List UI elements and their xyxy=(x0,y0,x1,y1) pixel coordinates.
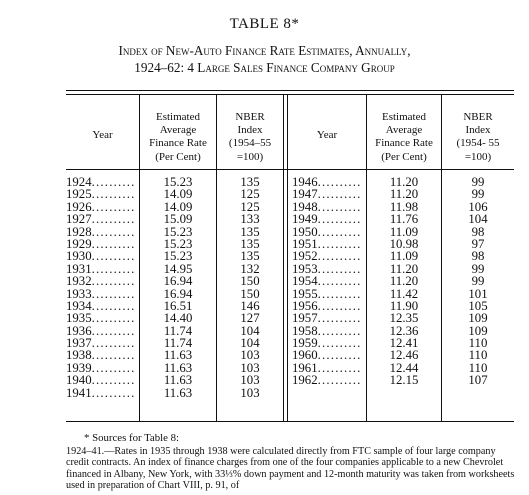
dot-leader: . . . . . . . . . . xyxy=(317,299,360,313)
dot-leader: . . . . . . . . . . xyxy=(317,200,360,214)
table-cell: 1955. . . . . . . . . . xyxy=(292,287,360,300)
dot-leader: . . . . . . . . . . xyxy=(317,225,360,238)
header-rule xyxy=(66,169,514,170)
top-rule-2 xyxy=(66,94,514,95)
table-cell: 1958. . . . . . . . . . xyxy=(292,324,360,338)
table-cell: 1952. . . . . . . . . . xyxy=(292,250,360,263)
table-cell: 106 xyxy=(468,199,488,214)
dot-leader: . . . . . . . . . . xyxy=(317,287,360,300)
table-cell: 1962. . . . . . . . . . xyxy=(292,374,360,387)
table-cell: 99 xyxy=(471,187,485,202)
table-cell: 12.15 xyxy=(389,373,419,388)
dot-leader: . . . . . . . . . . xyxy=(91,386,134,400)
table-cell: 103 xyxy=(240,348,260,363)
left-index-column xyxy=(217,176,283,399)
table-cell: 15.23 xyxy=(163,175,193,189)
table-cell: 135 xyxy=(240,224,260,239)
table-cell: 1957. . . . . . . . . . xyxy=(292,312,360,325)
table-cell: 110 xyxy=(468,348,488,363)
table-cell: 127 xyxy=(240,311,260,326)
table-cell: 1947. . . . . . . . . . xyxy=(292,188,360,201)
table-cell: 135 xyxy=(240,249,260,264)
table-cell: 103 xyxy=(240,385,260,400)
table-cell: 146 xyxy=(240,298,260,313)
table-cell: 1956. . . . . . . . . . xyxy=(292,299,360,313)
table-cell: 1950. . . . . . . . . . xyxy=(292,225,360,238)
table-cell: 135 xyxy=(240,175,260,189)
table-cell: 103 xyxy=(240,360,260,375)
table-cell: 16.94 xyxy=(163,286,193,301)
center-divider xyxy=(283,95,284,421)
dot-leader: . . . . . . . . . . xyxy=(317,349,360,362)
table-cell: 1959. . . . . . . . . . xyxy=(292,337,360,350)
table-subtitle xyxy=(0,42,529,76)
table-cell: 150 xyxy=(240,286,260,301)
table-cell: 11.20 xyxy=(389,274,419,289)
table-cell: 11.09 xyxy=(389,224,419,239)
bottom-rule xyxy=(66,421,514,422)
table-cell: 1924. . . . . . . . . . xyxy=(66,176,134,189)
table-cell: 11.63 xyxy=(163,348,193,363)
table-cell: 135 xyxy=(240,236,260,251)
subtitle-line-1: Index of New-Auto Finance Rate Estimates, Annually, xyxy=(118,43,411,58)
table-cell: 1928. . . . . . . . . . xyxy=(66,225,134,238)
right-year-column xyxy=(292,176,366,387)
left-rate-column xyxy=(140,176,216,399)
table-cell: 15.23 xyxy=(163,249,193,264)
subtitle-line-2: 1924–62: 4 Large Sales Finance Company Group xyxy=(134,60,395,75)
dot-leader: . . . . . . . . . . xyxy=(317,213,360,226)
table-cell: 101 xyxy=(468,286,488,301)
dot-leader: . . . . . . . . . . xyxy=(317,361,360,375)
table-cell: 15.23 xyxy=(163,236,193,251)
table-cell: 125 xyxy=(240,199,260,214)
table-cell: 132 xyxy=(240,261,260,276)
table-cell: 109 xyxy=(468,323,488,338)
table-cell: 11.09 xyxy=(389,249,419,264)
table-cell: 11.20 xyxy=(389,187,419,202)
table-cell: 11.76 xyxy=(389,212,419,227)
dot-leader: . . . . . . . . . . xyxy=(317,374,360,387)
table-cell: 1949. . . . . . . . . . xyxy=(292,213,360,226)
dot-leader: . . . . . . . . . . xyxy=(91,337,134,350)
table-cell: 110 xyxy=(468,336,488,351)
table-cell: 1954. . . . . . . . . . xyxy=(292,275,360,288)
table-cell: 104 xyxy=(240,323,260,338)
table-cell: 1927. . . . . . . . . . xyxy=(66,213,134,226)
dot-leader: . . . . . . . . . . xyxy=(317,250,360,263)
table-cell: 14.09 xyxy=(163,199,193,214)
table-cell: 1929. . . . . . . . . . xyxy=(66,237,134,251)
table-cell: 1932. . . . . . . . . . xyxy=(66,275,134,288)
footnote-heading: * Sources for Table 8: xyxy=(84,432,179,444)
table-cell: 16.94 xyxy=(163,274,193,289)
left-year-column xyxy=(66,176,139,399)
table-cell: 1935. . . . . . . . . . xyxy=(66,312,134,325)
center-divider-2 xyxy=(287,95,288,421)
dot-leader: . . . . . . . . . . xyxy=(317,337,360,350)
table-cell: 12.46 xyxy=(389,348,419,363)
table-cell: 11.63 xyxy=(163,385,193,400)
table-cell: 1961. . . . . . . . . . xyxy=(292,361,360,375)
table-cell: 110 xyxy=(468,360,488,375)
table-cell: 11.20 xyxy=(389,261,419,276)
table-cell: 1926. . . . . . . . . . xyxy=(66,200,134,214)
table-cell: 1938. . . . . . . . . . xyxy=(66,349,134,362)
table-cell: 15.09 xyxy=(163,212,193,227)
table-title: TABLE 8* xyxy=(229,16,300,32)
table-cell: 12.44 xyxy=(389,360,419,375)
dot-leader: . . . . . . . . . . xyxy=(317,188,360,201)
table-cell: 11.90 xyxy=(389,298,419,313)
table-cell: 125 xyxy=(240,187,260,202)
table-cell: 15.23 xyxy=(163,224,193,239)
table-cell: 1933. . . . . . . . . . xyxy=(66,287,134,300)
dot-leader: . . . . . . . . . . xyxy=(91,349,134,362)
header-index-left: NBER Index (1954–55 =100) xyxy=(228,111,272,163)
table-cell: 1951. . . . . . . . . . xyxy=(292,237,360,251)
table-cell: 1941. . . . . . . . . . xyxy=(66,386,134,400)
table-cell: 1946. . . . . . . . . . xyxy=(292,176,360,189)
table-cell: 98 xyxy=(471,249,485,264)
dot-leader: . . . . . . . . . . xyxy=(317,312,360,325)
dot-leader: . . . . . . . . . . xyxy=(91,374,134,387)
right-index-column xyxy=(442,176,514,387)
dot-leader: . . . . . . . . . . xyxy=(91,262,134,276)
table-cell: 104 xyxy=(468,212,488,227)
table-cell: 11.20 xyxy=(389,175,419,189)
header-year-right: Year xyxy=(316,129,338,141)
dot-leader: . . . . . . . . . . xyxy=(91,188,134,201)
table-cell: 11.98 xyxy=(389,199,419,214)
dot-leader: . . . . . . . . . . xyxy=(91,225,134,238)
top-rule xyxy=(66,90,514,91)
dot-leader: . . . . . . . . . . xyxy=(317,324,360,338)
header-rate-right: Estimated Average Finance Rate (Per Cent) xyxy=(375,111,433,163)
table-cell: 99 xyxy=(471,175,485,189)
table-cell: 1931. . . . . . . . . . xyxy=(66,262,134,276)
right-rate-column xyxy=(367,176,441,387)
table-cell: 11.63 xyxy=(163,373,193,388)
table-cell: 14.95 xyxy=(163,261,193,276)
table-cell: 14.09 xyxy=(163,187,193,202)
table-cell: 1937. . . . . . . . . . xyxy=(66,337,134,350)
table-cell: 12.41 xyxy=(389,336,419,351)
table-cell: 99 xyxy=(471,274,485,289)
table-cell: 109 xyxy=(468,311,488,326)
table-cell: 16.51 xyxy=(163,298,193,313)
header-index-right: NBER Index (1954- 55 =100) xyxy=(456,111,500,163)
table-cell: 1934. . . . . . . . . . xyxy=(66,299,134,313)
table-cell: 1930. . . . . . . . . . xyxy=(66,250,134,263)
table-cell: 1948. . . . . . . . . . xyxy=(292,200,360,214)
dot-leader: . . . . . . . . . . xyxy=(91,213,134,226)
dot-leader: . . . . . . . . . . xyxy=(91,275,134,288)
table-cell: 14.40 xyxy=(163,311,193,326)
header-rate-left: Estimated Average Finance Rate (Per Cent) xyxy=(149,111,207,163)
dot-leader: . . . . . . . . . . xyxy=(317,237,360,251)
table-cell: 133 xyxy=(240,212,260,227)
table-cell: 10.98 xyxy=(389,236,419,251)
dot-leader: . . . . . . . . . . xyxy=(91,287,134,300)
table-cell: 1940. . . . . . . . . . xyxy=(66,374,134,387)
table-cell: 1936. . . . . . . . . . xyxy=(66,324,134,338)
dot-leader: . . . . . . . . . . xyxy=(91,237,134,251)
table-cell: 150 xyxy=(240,274,260,289)
dot-leader: . . . . . . . . . . xyxy=(91,200,134,214)
table-cell: 1953. . . . . . . . . . xyxy=(292,262,360,276)
table-cell: 103 xyxy=(240,373,260,388)
table-cell: 11.63 xyxy=(163,360,193,375)
table-cell: 104 xyxy=(240,336,260,351)
table-cell: 1925. . . . . . . . . . xyxy=(66,188,134,201)
table-cell: 98 xyxy=(471,224,485,239)
dot-leader: . . . . . . . . . . xyxy=(317,275,360,288)
table-cell: 1960. . . . . . . . . . xyxy=(292,349,360,362)
dot-leader: . . . . . . . . . . xyxy=(91,299,134,313)
table-cell: 1939. . . . . . . . . . xyxy=(66,361,134,375)
header-year-left: Year xyxy=(92,129,113,141)
dot-leader: . . . . . . . . . . xyxy=(91,324,134,338)
table-cell: 12.35 xyxy=(389,311,419,326)
dot-leader: . . . . . . . . . . xyxy=(317,176,360,189)
dot-leader: . . . . . . . . . . xyxy=(91,361,134,375)
dot-leader: . . . . . . . . . . xyxy=(317,262,360,276)
table-cell: 11.74 xyxy=(163,336,193,351)
table-cell: 12.36 xyxy=(389,323,419,338)
table-cell: 107 xyxy=(468,373,488,388)
footnote-body: 1924–41.—Rates in 1935 through 1938 were calculated directly from FTC sample of four large company credit contracts. An index of finance charges from one of the four companies applicable to a new Chevrolet financed in Albany, New York, with 33⅓% down payment and 12-month maturity was taken from worksheets used in preparation of Chart VIII, p. 91, of xyxy=(66,446,515,492)
table-cell: 97 xyxy=(471,236,485,251)
table-cell: 99 xyxy=(471,261,485,276)
dot-leader: . . . . . . . . . . xyxy=(91,250,134,263)
dot-leader: . . . . . . . . . . xyxy=(91,312,134,325)
table-cell: 105 xyxy=(468,298,488,313)
table-cell: 11.74 xyxy=(163,323,193,338)
table-cell: 11.42 xyxy=(389,286,419,301)
dot-leader: . . . . . . . . . . xyxy=(91,176,134,189)
